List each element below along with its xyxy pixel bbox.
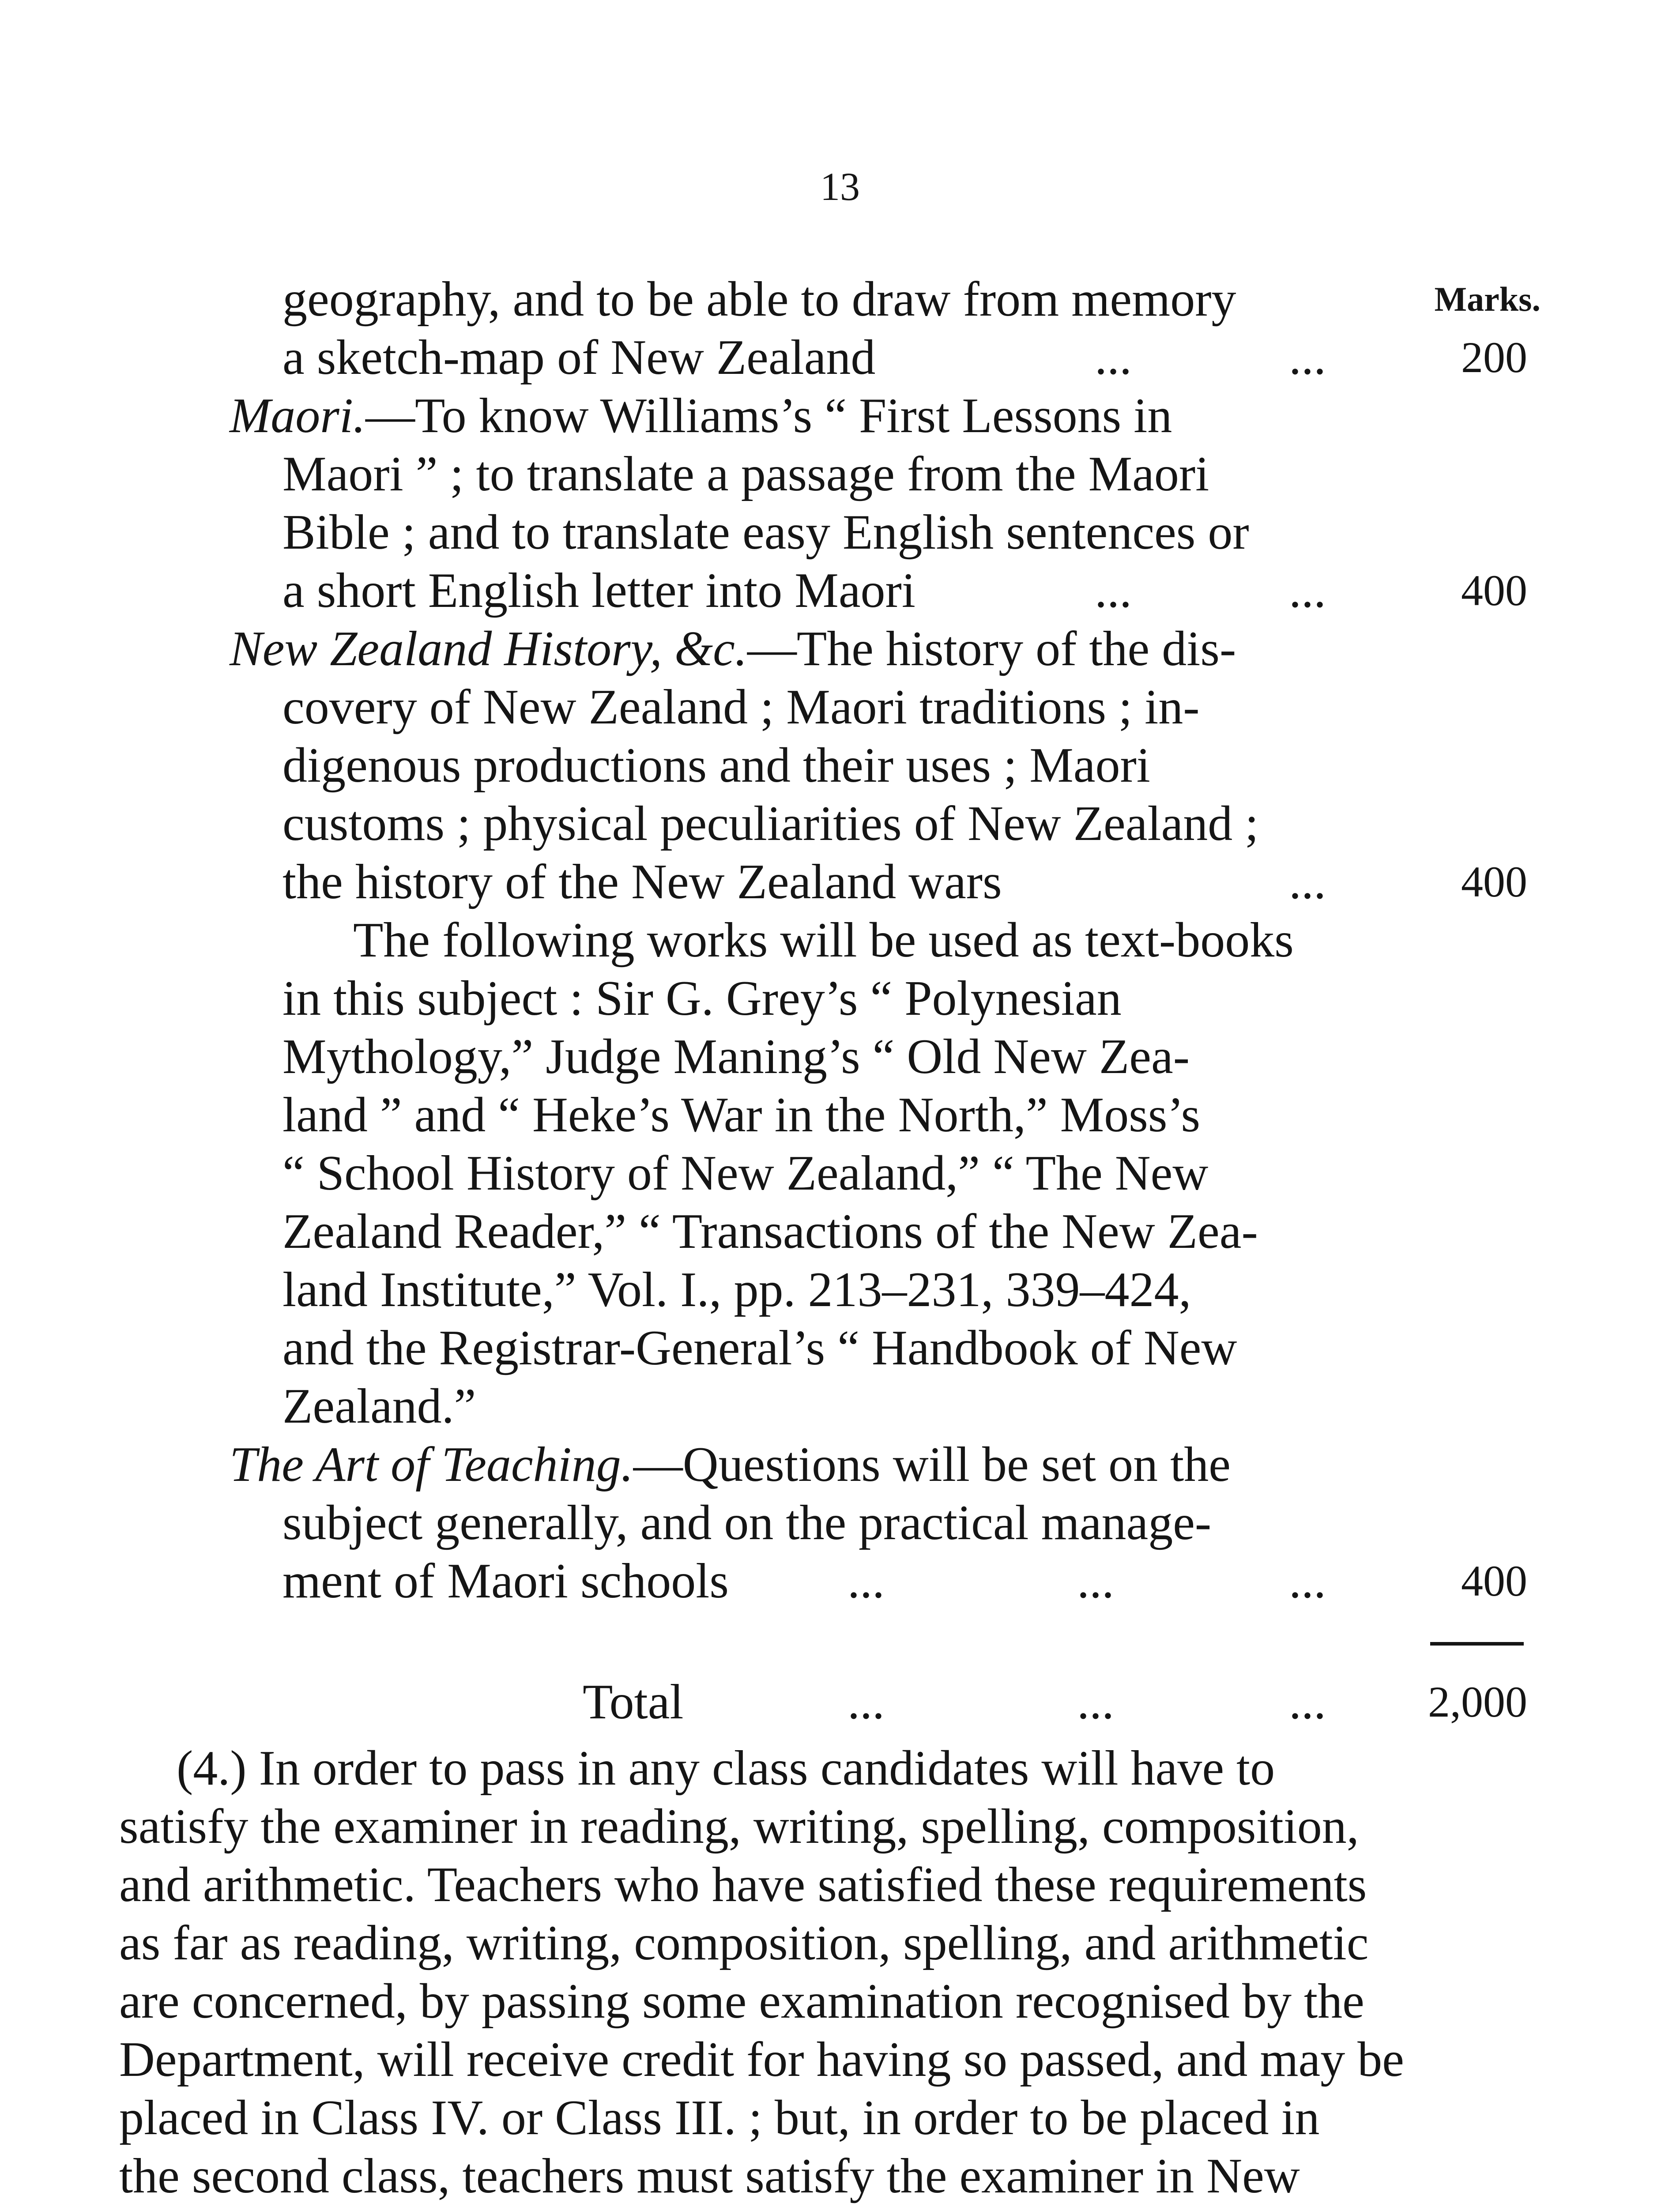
subject-heading-maori: Maori. [230, 388, 365, 443]
paragraph-line: as far as reading, writing, composition, spelling, and arithmetic [119, 1916, 1369, 1970]
total-marks: 2,000 [1428, 1677, 1527, 1726]
leader-dots: ... [1077, 1554, 1114, 1608]
paragraph-line [119, 2205, 1320, 2207]
textbook-line: and the Registrar-General’s “ Handbook of New [283, 1321, 1237, 1375]
subject-text-line: customs ; physical peculiarities of New Zealand ; [283, 796, 1259, 851]
leader-dots: ... [1095, 563, 1132, 618]
leader-dots: ... [1095, 330, 1132, 385]
total-rule [1430, 1642, 1524, 1646]
marks-column-header: Marks. [1434, 280, 1541, 318]
paragraph-line: (4.) In order to pass in any class candidates will have to [177, 1741, 1275, 1796]
paragraph-line: are concerned, by passing some examination recognised by the [119, 1974, 1364, 2029]
subject-text-line: Bible ; and to translate easy English sentences or [283, 505, 1249, 560]
paragraph-line: and arithmetic. Teachers who have satisfied these requirements [119, 1857, 1367, 1912]
textbook-line: Zealand.” [283, 1379, 476, 1434]
leader-dots: ... [1289, 1554, 1326, 1608]
subject-text-line: ment of Maori schools [283, 1554, 729, 1608]
page-number: 13 [820, 165, 860, 209]
subject-text-line: covery of New Zealand ; Maori traditions ; in- [283, 680, 1200, 734]
subject-history-line [230, 620, 1236, 678]
subject-maori-line [230, 387, 1172, 445]
paragraph-line: the second class, teachers must satisfy the examiner in New [119, 2149, 1300, 2203]
leader-dots: ... [1289, 855, 1326, 909]
paragraph-line: satisfy the examiner in reading, writing, spelling, composition, [119, 1799, 1359, 1854]
subject-heading-history: New Zealand History, &c. [230, 621, 747, 676]
leader-dots: ... [1077, 1675, 1114, 1729]
textbook-line: Zealand Reader,” “ Transactions of the New Zea- [283, 1204, 1258, 1259]
textbook-line: The following works will be used as text-books [353, 913, 1294, 968]
leader-dots: ... [848, 1554, 885, 1608]
subject-text-line: Maori ” ; to translate a passage from the Maori [283, 447, 1209, 501]
leader-dots: ... [848, 1675, 885, 1729]
subject-text-line: digenous productions and their uses ; Maori [283, 738, 1150, 793]
marks-value-maori: 400 [1461, 566, 1527, 615]
subject-text-line: subject generally, and on the practical manage- [283, 1495, 1212, 1550]
textbook-line: land Institute,” Vol. I., pp. 213–231, 339–424, [283, 1262, 1191, 1317]
subject-text-line: a sketch-map of New Zealand [283, 330, 876, 385]
total-label: Total [583, 1675, 684, 1729]
subject-body-text: —Questions will be set on the [633, 1437, 1231, 1492]
marks-value-teaching: 400 [1461, 1556, 1527, 1605]
marks-value-geography: 200 [1461, 333, 1527, 382]
leader-dots: ... [1289, 563, 1326, 618]
subject-heading-teaching: The Art of Teaching. [230, 1437, 633, 1492]
textbook-line: in this subject : Sir G. Grey’s “ Polynesian [283, 971, 1122, 1026]
subject-body-text: —To know Williams’s “ First Lessons in [365, 388, 1172, 443]
marks-value-history: 400 [1461, 857, 1527, 906]
paragraph-line: Department, will receive credit for having so passed, and may be [119, 2032, 1404, 2087]
textbook-line: Mythology,” Judge Maning’s “ Old New Zea- [283, 1029, 1190, 1084]
paragraph-line: placed in Class IV. or Class III. ; but, in order to be placed in [119, 2090, 1320, 2145]
leader-dots: ... [1289, 1675, 1326, 1729]
subject-body-text: —The history of the dis- [747, 621, 1236, 676]
subject-text-line: geography, and to be able to draw from memory [283, 272, 1236, 327]
textbook-line: “ School History of New Zealand,” “ The New [283, 1146, 1209, 1201]
subject-teaching-line [230, 1435, 1231, 1494]
subject-text-line: a short English letter into Maori [283, 563, 915, 618]
subject-text-line: the history of the New Zealand wars [283, 855, 1002, 909]
leader-dots: ... [1289, 330, 1326, 385]
textbook-line: land ” and “ Heke’s War in the North,” Moss’s [283, 1088, 1201, 1142]
